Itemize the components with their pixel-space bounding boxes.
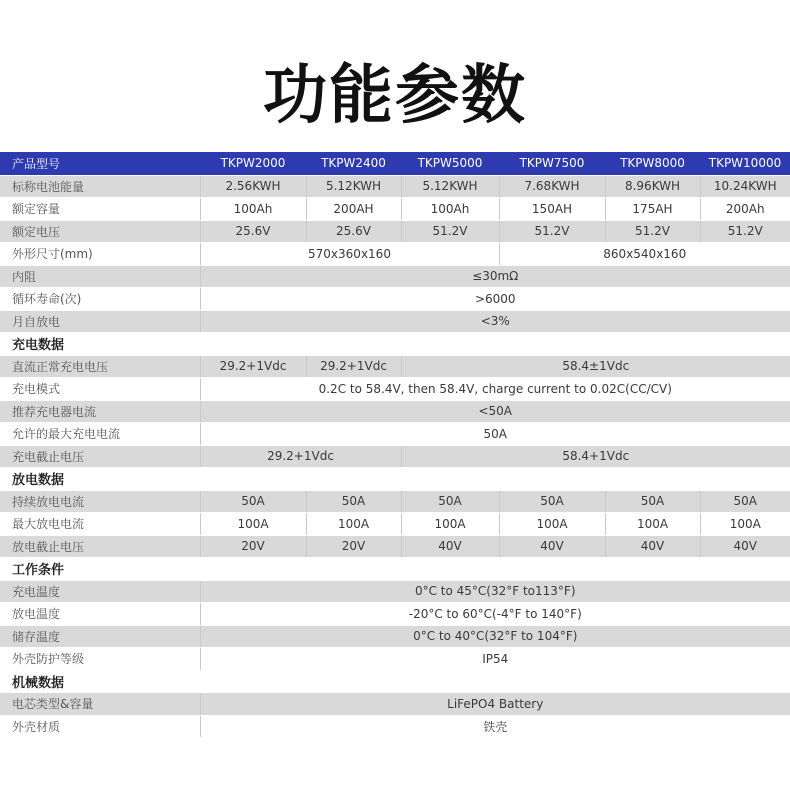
spec-value: 50A xyxy=(401,490,499,513)
model-name: TKPW10000 xyxy=(700,152,790,175)
model-name: TKPW2400 xyxy=(306,152,401,175)
section-heading: 充电数据 xyxy=(0,333,790,356)
section-heading-row xyxy=(0,558,790,581)
spec-value: 100A xyxy=(700,513,790,536)
spec-value: 8.96KWH xyxy=(605,175,700,198)
spec-value: 51.2V xyxy=(401,220,499,243)
spec-label: 储存温度 xyxy=(0,625,200,648)
spec-row xyxy=(0,175,790,198)
section-heading: 工作条件 xyxy=(0,558,790,581)
spec-value: 50A xyxy=(700,490,790,513)
spec-row xyxy=(0,693,790,716)
header-row xyxy=(0,152,790,175)
spec-value: ≤30mΩ xyxy=(200,265,790,288)
spec-value: 58.4±1Vdc xyxy=(401,355,790,378)
spec-value: <50A xyxy=(200,400,790,423)
model-name: TKPW7500 xyxy=(499,152,605,175)
spec-row xyxy=(0,648,790,671)
spec-table xyxy=(0,152,790,738)
spec-value: 100Ah xyxy=(401,198,499,221)
spec-value: 175AH xyxy=(605,198,700,221)
spec-value: 51.2V xyxy=(605,220,700,243)
spec-row xyxy=(0,265,790,288)
spec-value: 25.6V xyxy=(200,220,306,243)
section-heading-row xyxy=(0,468,790,491)
spec-value: 40V xyxy=(605,535,700,558)
spec-row xyxy=(0,220,790,243)
spec-label: 月自放电 xyxy=(0,310,200,333)
spec-row xyxy=(0,715,790,738)
spec-value: 51.2V xyxy=(700,220,790,243)
section-heading: 放电数据 xyxy=(0,468,790,491)
spec-label: 标称电池能量 xyxy=(0,175,200,198)
spec-value: 100A xyxy=(306,513,401,536)
spec-value: >6000 xyxy=(200,288,790,311)
page-title: 功能参数 xyxy=(263,59,527,133)
spec-label: 充电模式 xyxy=(0,378,200,401)
spec-label: 外壳防护等级 xyxy=(0,648,200,671)
spec-row xyxy=(0,243,790,266)
spec-row xyxy=(0,198,790,221)
header-label: 产品型号 xyxy=(0,152,200,175)
spec-row xyxy=(0,423,790,446)
spec-value: 58.4+1Vdc xyxy=(401,445,790,468)
spec-value: IP54 xyxy=(200,648,790,671)
spec-row xyxy=(0,378,790,401)
spec-row xyxy=(0,310,790,333)
section-heading: 机械数据 xyxy=(0,670,790,693)
spec-row xyxy=(0,288,790,311)
spec-value: 5.12KWH xyxy=(306,175,401,198)
spec-value: 29.2+1Vdc xyxy=(200,445,401,468)
spec-value: 29.2+1Vdc xyxy=(306,355,401,378)
spec-row xyxy=(0,603,790,626)
spec-value: 铁壳 xyxy=(200,715,790,738)
spec-value: 40V xyxy=(700,535,790,558)
spec-row xyxy=(0,580,790,603)
spec-value: 100Ah xyxy=(200,198,306,221)
spec-label: 放电截止电压 xyxy=(0,535,200,558)
model-name: TKPW5000 xyxy=(401,152,499,175)
spec-value: 2.56KWH xyxy=(200,175,306,198)
spec-value: 20V xyxy=(200,535,306,558)
spec-label: 额定容量 xyxy=(0,198,200,221)
spec-value: 0.2C to 58.4V, then 58.4V, charge current to 0.02C(CC/CV) xyxy=(200,378,790,401)
spec-value: 40V xyxy=(401,535,499,558)
spec-label: 额定电压 xyxy=(0,220,200,243)
spec-value: 0°C to 40°C(32°F to 104°F) xyxy=(200,625,790,648)
spec-value: 100A xyxy=(499,513,605,536)
spec-value: 50A xyxy=(605,490,700,513)
spec-value: 10.24KWH xyxy=(700,175,790,198)
spec-value: 100A xyxy=(401,513,499,536)
spec-value: 51.2V xyxy=(499,220,605,243)
spec-row xyxy=(0,400,790,423)
section-heading-row xyxy=(0,670,790,693)
spec-label: 放电温度 xyxy=(0,603,200,626)
spec-value: 860x540x160 xyxy=(499,243,790,266)
spec-row xyxy=(0,355,790,378)
spec-label: 允许的最大充电电流 xyxy=(0,423,200,446)
spec-row xyxy=(0,513,790,536)
spec-value: 20V xyxy=(306,535,401,558)
spec-row xyxy=(0,445,790,468)
spec-label: 电芯类型&容量 xyxy=(0,693,200,716)
spec-label: 外形尺寸(mm) xyxy=(0,243,200,266)
spec-value: 200AH xyxy=(306,198,401,221)
spec-row xyxy=(0,490,790,513)
spec-value: -20°C to 60°C(-4°F to 140°F) xyxy=(200,603,790,626)
spec-value: 50A xyxy=(306,490,401,513)
spec-label: 持续放电电流 xyxy=(0,490,200,513)
spec-value: 50A xyxy=(499,490,605,513)
spec-row xyxy=(0,535,790,558)
spec-value: 7.68KWH xyxy=(499,175,605,198)
spec-value: 100A xyxy=(605,513,700,536)
spec-value: 570x360x160 xyxy=(200,243,499,266)
spec-value: 50A xyxy=(200,423,790,446)
spec-label: 充电温度 xyxy=(0,580,200,603)
spec-label: 最大放电电流 xyxy=(0,513,200,536)
spec-value: 150AH xyxy=(499,198,605,221)
model-name: TKPW8000 xyxy=(605,152,700,175)
spec-value: 50A xyxy=(200,490,306,513)
spec-label: 循环寿命(次) xyxy=(0,288,200,311)
model-name: TKPW2000 xyxy=(200,152,306,175)
spec-value: <3% xyxy=(200,310,790,333)
spec-value: 25.6V xyxy=(306,220,401,243)
spec-label: 充电截止电压 xyxy=(0,445,200,468)
spec-label: 直流正常充电电压 xyxy=(0,355,200,378)
spec-value: 40V xyxy=(499,535,605,558)
spec-value: 29.2+1Vdc xyxy=(200,355,306,378)
spec-value: 100A xyxy=(200,513,306,536)
spec-row xyxy=(0,625,790,648)
spec-label: 外壳材质 xyxy=(0,715,200,738)
spec-value: 200Ah xyxy=(700,198,790,221)
spec-value: 0°C to 45°C(32°F to113°F) xyxy=(200,580,790,603)
spec-label: 推荐充电器电流 xyxy=(0,400,200,423)
spec-value: LiFePO4 Battery xyxy=(200,693,790,716)
section-heading-row xyxy=(0,333,790,356)
spec-value: 5.12KWH xyxy=(401,175,499,198)
spec-label: 内阻 xyxy=(0,265,200,288)
